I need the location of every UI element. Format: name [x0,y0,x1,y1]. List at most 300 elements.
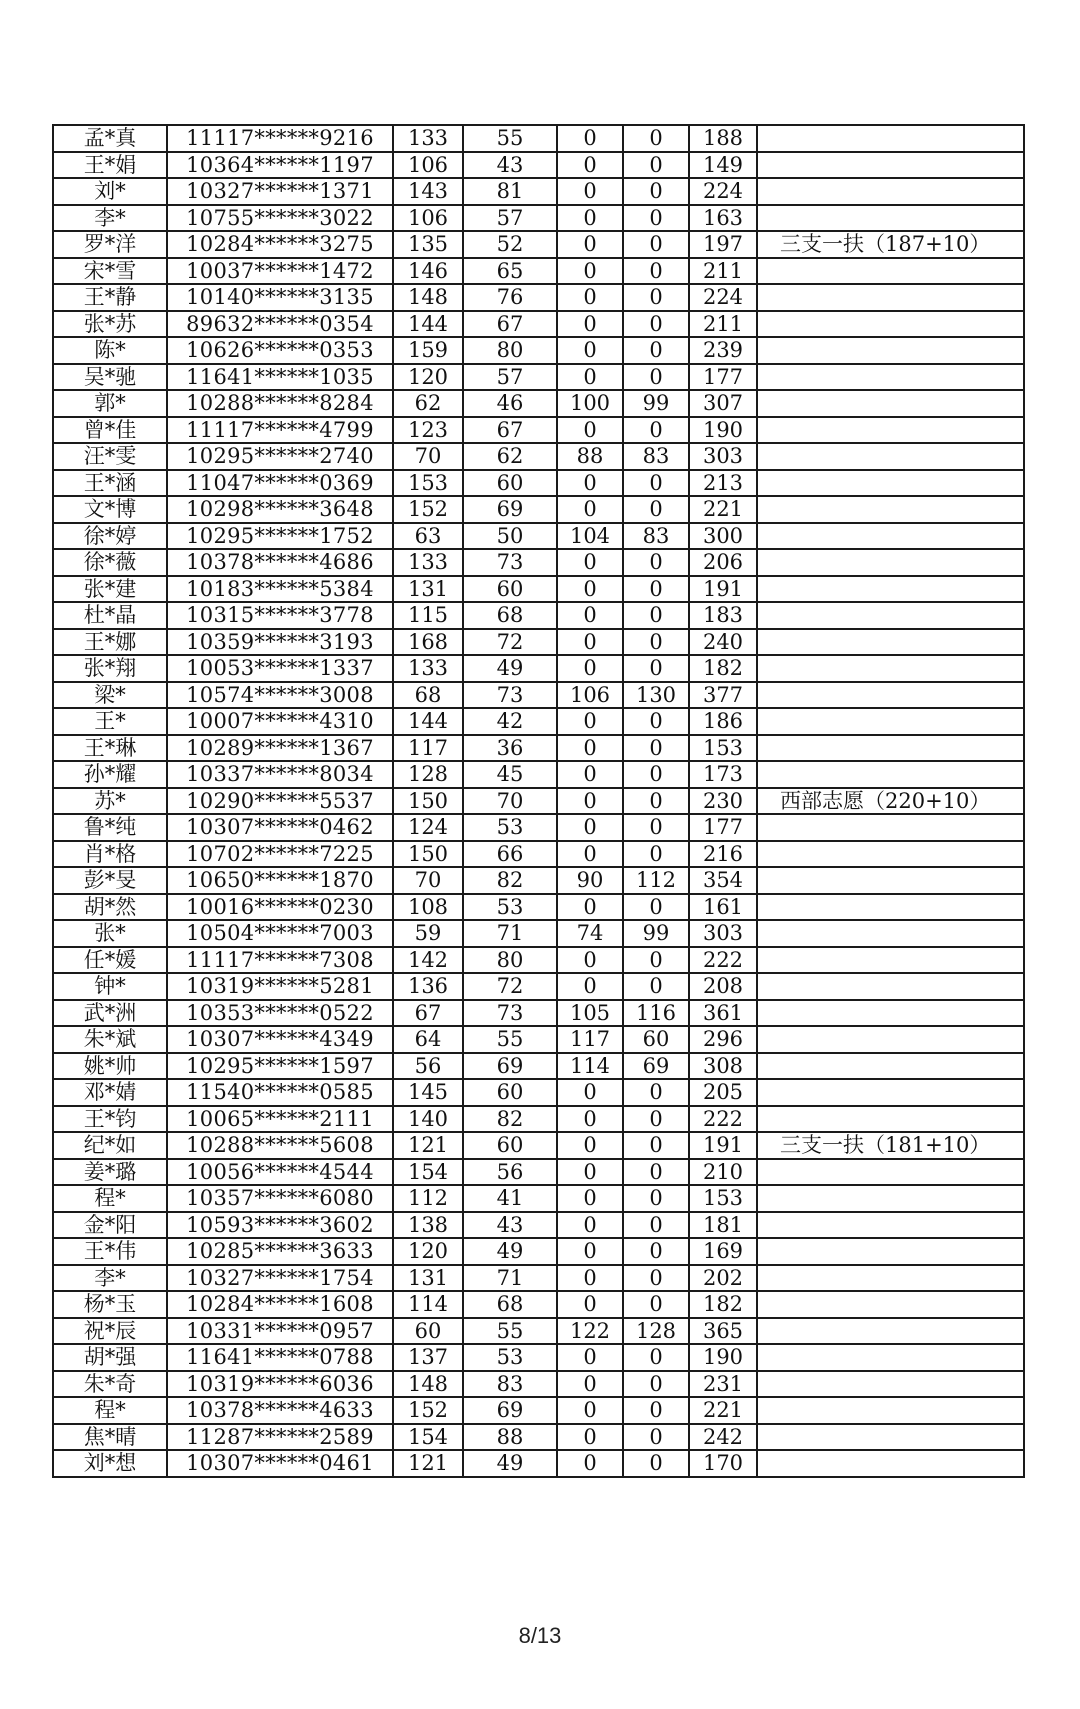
score-1-cell: 150 [393,841,463,868]
score-3-cell: 0 [557,576,623,603]
name-cell: 吴*驰 [53,364,167,391]
total-cell: 361 [689,1000,757,1027]
score-3-cell: 0 [557,735,623,762]
note-cell [757,1026,1024,1053]
score-1-cell: 123 [393,417,463,444]
score-3-cell: 0 [557,814,623,841]
id-cell: 10307******4349 [167,1026,393,1053]
score-1-cell: 68 [393,682,463,709]
score-3-cell: 0 [557,364,623,391]
score-4-cell: 130 [623,682,689,709]
id-cell: 10593******3602 [167,1212,393,1239]
score-2-cell: 42 [463,708,557,735]
score-1-cell: 138 [393,1212,463,1239]
id-cell: 11641******1035 [167,364,393,391]
score-2-cell: 53 [463,894,557,921]
score-2-cell: 70 [463,788,557,815]
table-row [53,655,1024,682]
name-cell: 朱*奇 [53,1371,167,1398]
table-row [53,1079,1024,1106]
score-2-cell: 71 [463,1265,557,1292]
name-cell: 纪*如 [53,1132,167,1159]
id-cell: 10307******0462 [167,814,393,841]
total-cell: 183 [689,602,757,629]
score-3-cell: 0 [557,788,623,815]
name-cell: 张*苏 [53,311,167,338]
total-cell: 153 [689,1185,757,1212]
name-cell: 孙*耀 [53,761,167,788]
score-2-cell: 55 [463,1318,557,1345]
score-1-cell: 135 [393,231,463,258]
table-row [53,258,1024,285]
note-cell [757,814,1024,841]
score-3-cell: 74 [557,920,623,947]
score-3-cell: 0 [557,1159,623,1186]
score-2-cell: 41 [463,1185,557,1212]
score-3-cell: 0 [557,178,623,205]
id-cell: 10702******7225 [167,841,393,868]
score-2-cell: 67 [463,311,557,338]
name-cell: 程* [53,1397,167,1424]
name-cell: 王*娜 [53,629,167,656]
note-cell [757,1106,1024,1133]
score-2-cell: 88 [463,1424,557,1451]
id-cell: 10140******3135 [167,284,393,311]
total-cell: 221 [689,1397,757,1424]
note-cell [757,178,1024,205]
score-1-cell: 133 [393,549,463,576]
note-cell [757,947,1024,974]
id-cell: 10359******3193 [167,629,393,656]
score-1-cell: 131 [393,1265,463,1292]
table-row [53,496,1024,523]
score-2-cell: 43 [463,1212,557,1239]
score-4-cell: 0 [623,947,689,974]
table-row [53,1185,1024,1212]
score-4-cell: 0 [623,1238,689,1265]
note-cell [757,1212,1024,1239]
name-cell: 宋*雪 [53,258,167,285]
table-row [53,814,1024,841]
score-2-cell: 69 [463,496,557,523]
score-3-cell: 90 [557,867,623,894]
table-row [53,1212,1024,1239]
total-cell: 307 [689,390,757,417]
score-4-cell: 0 [623,205,689,232]
score-3-cell: 0 [557,947,623,974]
score-2-cell: 55 [463,1026,557,1053]
table-row [53,1159,1024,1186]
table-body [53,125,1024,1477]
id-cell: 10037******1472 [167,258,393,285]
score-3-cell: 0 [557,337,623,364]
score-4-cell: 0 [623,1450,689,1477]
table-row [53,1238,1024,1265]
total-cell: 206 [689,549,757,576]
score-1-cell: 63 [393,523,463,550]
id-cell: 10290******5537 [167,788,393,815]
total-cell: 177 [689,814,757,841]
score-4-cell: 0 [623,337,689,364]
id-cell: 10295******1752 [167,523,393,550]
name-cell: 姚*帅 [53,1053,167,1080]
name-cell: 钟* [53,973,167,1000]
score-3-cell: 0 [557,1132,623,1159]
score-3-cell: 0 [557,311,623,338]
id-cell: 10337******8034 [167,761,393,788]
score-3-cell: 0 [557,841,623,868]
table-row [53,364,1024,391]
note-cell [757,470,1024,497]
score-2-cell: 49 [463,1238,557,1265]
total-cell: 240 [689,629,757,656]
score-4-cell: 0 [623,602,689,629]
score-1-cell: 150 [393,788,463,815]
note-cell [757,1371,1024,1398]
score-2-cell: 50 [463,523,557,550]
note-cell [757,523,1024,550]
score-4-cell: 99 [623,920,689,947]
score-4-cell: 60 [623,1026,689,1053]
note-cell [757,1000,1024,1027]
score-1-cell: 140 [393,1106,463,1133]
note-cell [757,1053,1024,1080]
total-cell: 231 [689,1371,757,1398]
id-cell: 11540******0585 [167,1079,393,1106]
name-cell: 李* [53,205,167,232]
score-1-cell: 136 [393,973,463,1000]
name-cell: 郭* [53,390,167,417]
score-4-cell: 0 [623,125,689,152]
score-4-cell: 83 [623,443,689,470]
score-1-cell: 64 [393,1026,463,1053]
table-row [53,1318,1024,1345]
score-2-cell: 53 [463,1344,557,1371]
note-cell: 三支一扶（181+10） [757,1132,1024,1159]
table-row [53,231,1024,258]
id-cell: 11117******9216 [167,125,393,152]
note-cell [757,1265,1024,1292]
score-3-cell: 100 [557,390,623,417]
id-cell: 10327******1371 [167,178,393,205]
total-cell: 303 [689,920,757,947]
score-1-cell: 70 [393,867,463,894]
name-cell: 陈* [53,337,167,364]
score-3-cell: 0 [557,152,623,179]
note-cell [757,496,1024,523]
table-row [53,867,1024,894]
note-cell: 三支一扶（187+10） [757,231,1024,258]
score-2-cell: 65 [463,258,557,285]
score-4-cell: 128 [623,1318,689,1345]
score-3-cell: 104 [557,523,623,550]
score-1-cell: 121 [393,1132,463,1159]
name-cell: 祝*辰 [53,1318,167,1345]
total-cell: 202 [689,1265,757,1292]
score-3-cell: 122 [557,1318,623,1345]
table-row [53,708,1024,735]
table-row [53,443,1024,470]
total-cell: 211 [689,258,757,285]
score-3-cell: 0 [557,761,623,788]
score-4-cell: 116 [623,1000,689,1027]
score-3-cell: 0 [557,417,623,444]
score-4-cell: 0 [623,655,689,682]
score-1-cell: 114 [393,1291,463,1318]
id-cell: 10327******1754 [167,1265,393,1292]
score-2-cell: 82 [463,867,557,894]
score-3-cell: 0 [557,1238,623,1265]
note-cell [757,602,1024,629]
id-cell: 10295******1597 [167,1053,393,1080]
id-cell: 10626******0353 [167,337,393,364]
id-cell: 10295******2740 [167,443,393,470]
table-row [53,1106,1024,1133]
note-cell [757,867,1024,894]
name-cell: 刘*想 [53,1450,167,1477]
name-cell: 王*静 [53,284,167,311]
score-4-cell: 0 [623,629,689,656]
table-row [53,682,1024,709]
id-cell: 10574******3008 [167,682,393,709]
score-3-cell: 0 [557,1397,623,1424]
table-row [53,761,1024,788]
score-2-cell: 76 [463,284,557,311]
note-cell [757,1318,1024,1345]
name-cell: 肖*格 [53,841,167,868]
name-cell: 邓*婧 [53,1079,167,1106]
total-cell: 296 [689,1026,757,1053]
score-4-cell: 83 [623,523,689,550]
total-cell: 308 [689,1053,757,1080]
table-row [53,1053,1024,1080]
id-cell: 10289******1367 [167,735,393,762]
score-1-cell: 142 [393,947,463,974]
name-cell: 张*翔 [53,655,167,682]
table-row [53,1291,1024,1318]
id-cell: 10285******3633 [167,1238,393,1265]
score-4-cell: 0 [623,1079,689,1106]
score-2-cell: 66 [463,841,557,868]
score-4-cell: 0 [623,1185,689,1212]
score-1-cell: 131 [393,576,463,603]
name-cell: 姜*璐 [53,1159,167,1186]
score-4-cell: 0 [623,311,689,338]
note-cell [757,761,1024,788]
id-cell: 10298******3648 [167,496,393,523]
score-1-cell: 121 [393,1450,463,1477]
score-4-cell: 0 [623,735,689,762]
score-2-cell: 80 [463,337,557,364]
id-cell: 10016******0230 [167,894,393,921]
note-cell [757,549,1024,576]
score-1-cell: 128 [393,761,463,788]
total-cell: 170 [689,1450,757,1477]
note-cell [757,655,1024,682]
note-cell [757,894,1024,921]
score-1-cell: 168 [393,629,463,656]
score-4-cell: 0 [623,788,689,815]
score-4-cell: 0 [623,894,689,921]
score-3-cell: 105 [557,1000,623,1027]
score-2-cell: 57 [463,364,557,391]
id-cell: 10364******1197 [167,152,393,179]
page-number: 8/13 [518,1623,562,1648]
total-cell: 149 [689,152,757,179]
score-2-cell: 80 [463,947,557,974]
score-1-cell: 148 [393,1371,463,1398]
table-row [53,1397,1024,1424]
table-row [53,1371,1024,1398]
score-1-cell: 59 [393,920,463,947]
note-cell [757,390,1024,417]
score-4-cell: 0 [623,841,689,868]
table-row [53,973,1024,1000]
id-cell: 10056******4544 [167,1159,393,1186]
score-2-cell: 82 [463,1106,557,1133]
note-cell [757,841,1024,868]
table-row [53,152,1024,179]
id-cell: 10319******5281 [167,973,393,1000]
table-row [53,947,1024,974]
name-cell: 梁* [53,682,167,709]
score-3-cell: 114 [557,1053,623,1080]
name-cell: 张*建 [53,576,167,603]
note-cell [757,576,1024,603]
id-cell: 10007******4310 [167,708,393,735]
score-4-cell: 0 [623,1132,689,1159]
score-1-cell: 153 [393,470,463,497]
name-cell: 焦*晴 [53,1424,167,1451]
score-3-cell: 0 [557,1185,623,1212]
score-3-cell: 0 [557,1079,623,1106]
total-cell: 191 [689,1132,757,1159]
name-cell: 李* [53,1265,167,1292]
name-cell: 杨*玉 [53,1291,167,1318]
score-4-cell: 0 [623,152,689,179]
score-2-cell: 60 [463,1079,557,1106]
name-cell: 王* [53,708,167,735]
score-2-cell: 55 [463,125,557,152]
score-4-cell: 0 [623,576,689,603]
score-3-cell: 106 [557,682,623,709]
score-1-cell: 154 [393,1424,463,1451]
note-cell [757,1291,1024,1318]
table-row [53,125,1024,152]
table-row [53,284,1024,311]
score-2-cell: 45 [463,761,557,788]
total-cell: 222 [689,1106,757,1133]
total-cell: 208 [689,973,757,1000]
note-cell [757,125,1024,152]
total-cell: 190 [689,1344,757,1371]
table-row [53,1344,1024,1371]
note-cell [757,337,1024,364]
score-3-cell: 0 [557,470,623,497]
score-1-cell: 146 [393,258,463,285]
id-cell: 10357******6080 [167,1185,393,1212]
score-1-cell: 62 [393,390,463,417]
score-4-cell: 99 [623,390,689,417]
table-row [53,1265,1024,1292]
total-cell: 224 [689,284,757,311]
score-1-cell: 108 [393,894,463,921]
score-2-cell: 68 [463,602,557,629]
score-2-cell: 72 [463,973,557,1000]
total-cell: 211 [689,311,757,338]
score-4-cell: 0 [623,178,689,205]
score-2-cell: 53 [463,814,557,841]
total-cell: 224 [689,178,757,205]
table-row [53,576,1024,603]
score-2-cell: 60 [463,576,557,603]
score-3-cell: 0 [557,629,623,656]
score-3-cell: 0 [557,655,623,682]
note-cell [757,1079,1024,1106]
note-cell [757,1344,1024,1371]
note-cell [757,284,1024,311]
score-4-cell: 0 [623,708,689,735]
name-cell: 王*钧 [53,1106,167,1133]
score-4-cell: 0 [623,761,689,788]
table-row [53,178,1024,205]
id-cell: 10284******1608 [167,1291,393,1318]
table-row [53,602,1024,629]
note-cell [757,1450,1024,1477]
id-cell: 10378******4686 [167,549,393,576]
score-1-cell: 60 [393,1318,463,1345]
table-row [53,788,1024,815]
score-2-cell: 56 [463,1159,557,1186]
score-2-cell: 67 [463,417,557,444]
score-1-cell: 115 [393,602,463,629]
score-3-cell: 0 [557,284,623,311]
name-cell: 武*洲 [53,1000,167,1027]
table-row [53,735,1024,762]
score-2-cell: 71 [463,920,557,947]
note-cell [757,258,1024,285]
total-cell: 230 [689,788,757,815]
score-3-cell: 0 [557,1106,623,1133]
id-cell: 10053******1337 [167,655,393,682]
score-3-cell: 117 [557,1026,623,1053]
table-row [53,894,1024,921]
total-cell: 300 [689,523,757,550]
score-3-cell: 0 [557,708,623,735]
table-row [53,311,1024,338]
name-cell: 徐*薇 [53,549,167,576]
score-1-cell: 144 [393,708,463,735]
id-cell: 10284******3275 [167,231,393,258]
id-cell: 10065******2111 [167,1106,393,1133]
name-cell: 杜*晶 [53,602,167,629]
score-4-cell: 69 [623,1053,689,1080]
note-cell [757,920,1024,947]
id-cell: 11641******0788 [167,1344,393,1371]
note-cell [757,152,1024,179]
table-row [53,1450,1024,1477]
score-1-cell: 133 [393,125,463,152]
score-4-cell: 0 [623,1291,689,1318]
total-cell: 197 [689,231,757,258]
note-cell [757,311,1024,338]
note-cell [757,417,1024,444]
score-4-cell: 0 [623,496,689,523]
name-cell: 金*阳 [53,1212,167,1239]
score-4-cell: 0 [623,364,689,391]
table-row [53,1132,1024,1159]
score-4-cell: 0 [623,1265,689,1292]
